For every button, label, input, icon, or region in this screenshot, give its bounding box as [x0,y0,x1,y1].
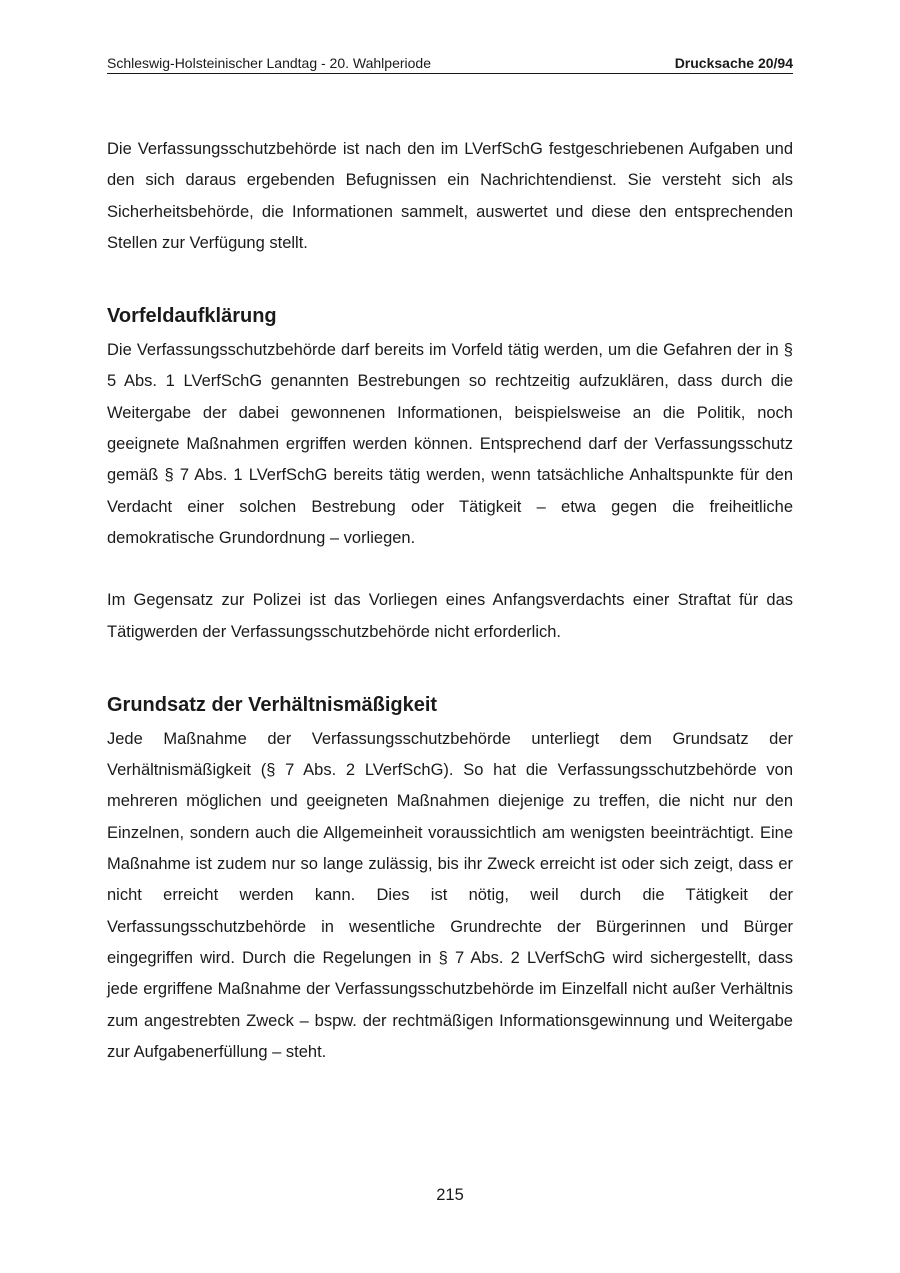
page-body [107,134,793,1068]
header-document-number: Drucksache 20/94 [674,55,793,71]
intro-paragraph: Die Verfassungsschutzbehörde ist nach den im LVerfSchG festgeschriebenen Aufgaben und den sich daraus ergebenden Befugnissen ein Nachrichtendienst. Sie versteht sich als Sicherheitsbehörde, die Informationen sammelt, auswertet und diese den entsprechenden Stellen zur Verfügung stellt. [107,140,793,252]
vorfeld-paragraph-1: Die Verfassungsschutzbehörde darf bereits im Vorfeld tätig werden, um die Gefahren der in § 5 Abs. 1 LVerfSchG genannten Bestrebungen so rechtzeitig aufzuklären, dass durch die Weitergabe der dabei gewonnenen Informationen, beispielsweise an die Politik, noch geeignete Maßnahmen ergriffen werden können. Entsprechend darf der Verfassungsschutz gemäß § 7 Abs. 1 LVerfSchG bereits tätig werden, wenn tatsächliche Anhaltspunkte für den Verdacht einer solchen Bestrebung oder Tätigkeit – etwa gegen die freiheitliche demokratische Grundordnung – vorliegen. [107,341,793,547]
vorfeld-paragraph-2: Im Gegensatz zur Polizei ist das Vorliegen eines Anfangsverdachts einer Straftat für das Tätigwerden der Verfassungsschutzbehörde nicht erforderlich. [107,591,793,641]
page-number: 215 [436,1186,464,1204]
heading-grundsatz-verhaeltnismaessigkeit: Grundsatz der Verhältnismäßigkeit [107,693,438,716]
page-header [107,55,793,74]
heading-vorfeldaufklaerung: Vorfeldaufklärung [107,305,277,328]
grundsatz-paragraph: Jede Maßnahme der Verfassungsschutzbehörde unterliegt dem Grundsatz der Verhältnismäßigkeit (§ 7 Abs. 2 LVerfSchG). So hat die Verfassungsschutzbehörde von mehreren möglichen und geeigneten Maßnahmen diejenige zu treffen, die nicht nur den Einzelnen, sondern auch die Allgemeinheit voraussichtlich am wenigsten beeinträchtigt. Eine Maßnahme ist zudem nur so lange zulässig, bis ihr Zweck erreicht ist oder sich zeigt, dass er nicht erreicht werden kann. Dies ist nötig, weil durch die Tätigkeit der Verfassungsschutzbehörde in wesentliche Grundrechte der Bürgerinnen und Bürger eingegriffen wird. Durch die Regelungen in § 7 Abs. 2 LVerfSchG wird sichergestellt, dass jede ergriffene Maßnahme der Verfassungsschutzbehörde im Einzelfall nicht außer Verhältnis zum angestrebten Zweck – bspw. der rechtmäßigen Informationsgewinnung und Weitergabe zur Aufgabenerfüllung – steht. [107,729,793,1061]
header-parliament-title: Schleswig-Holsteinischer Landtag - 20. Wahlperiode [107,55,431,71]
